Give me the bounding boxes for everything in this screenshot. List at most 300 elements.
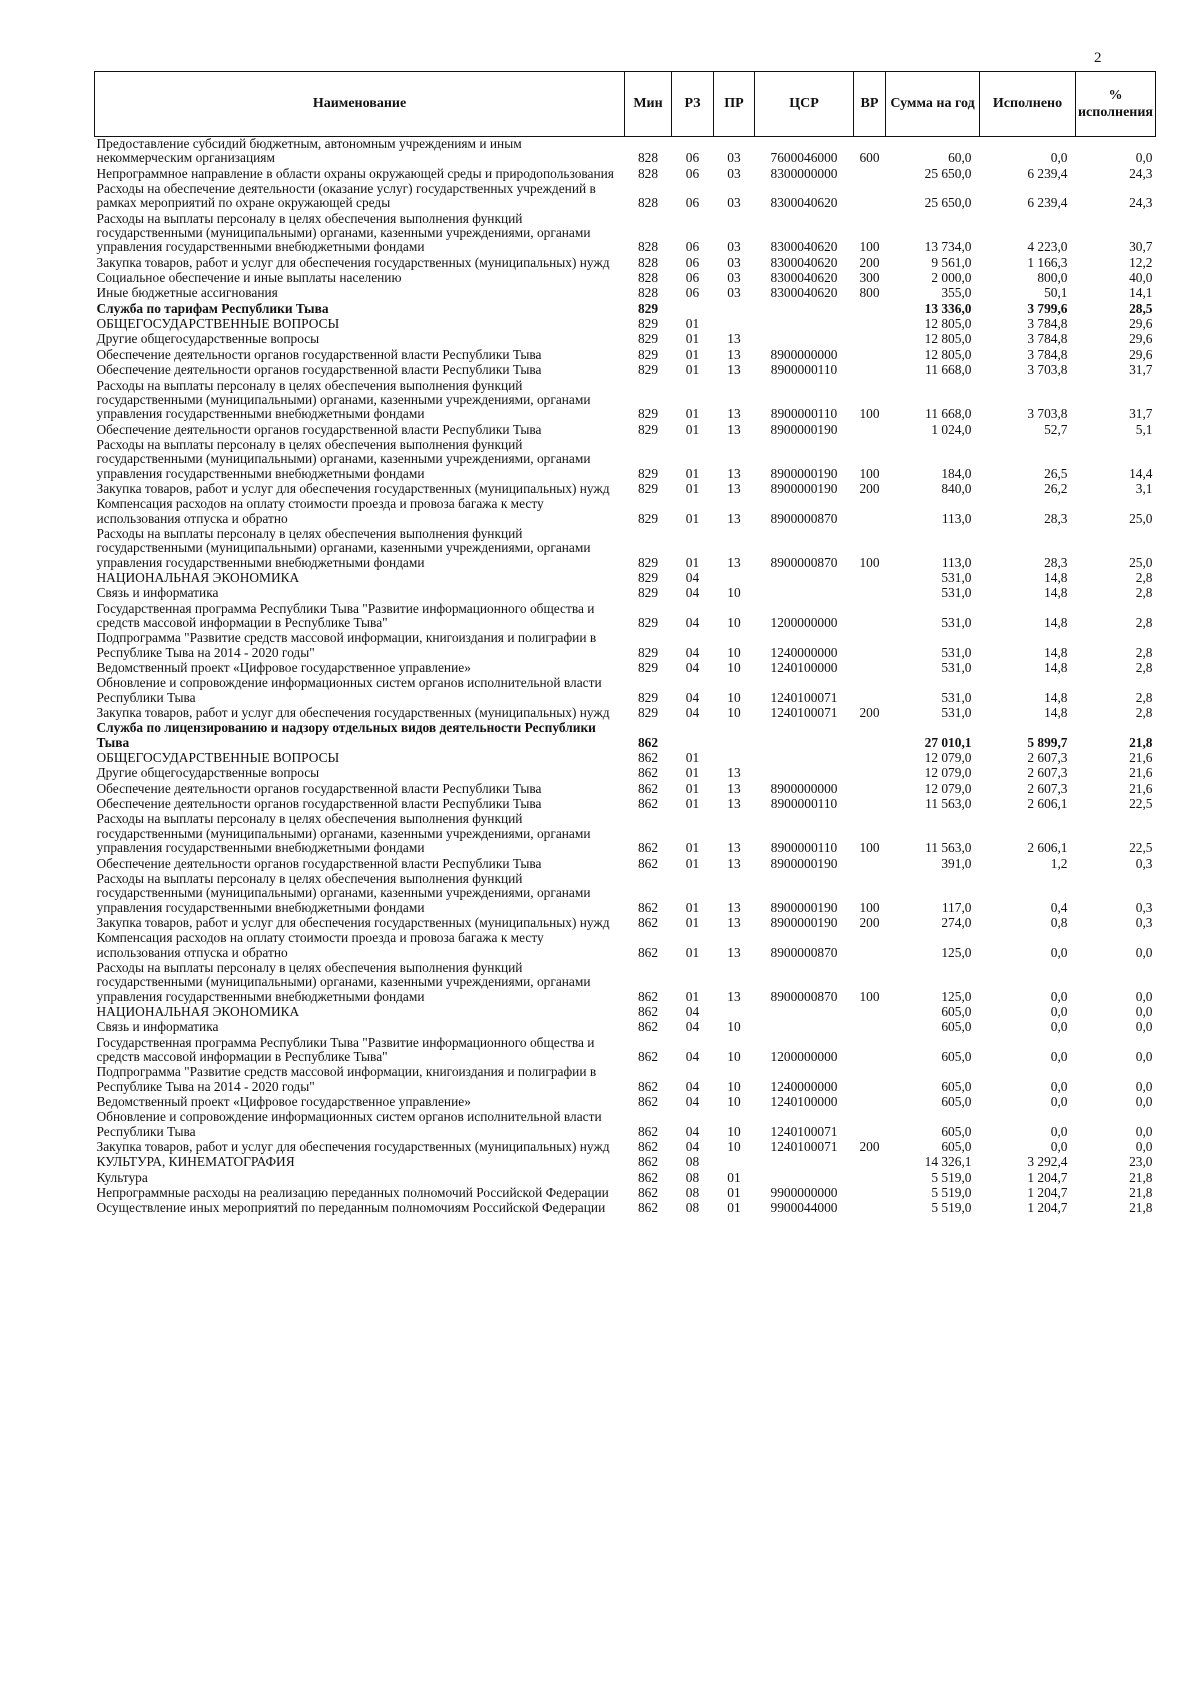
cell-csr: 8900000110 (770, 840, 838, 856)
cell-rz: 06 (685, 195, 700, 211)
table-row (95, 872, 1156, 916)
cell-pr: 13 (727, 899, 741, 915)
cell-rz: 01 (685, 465, 700, 481)
cell-rz: 04 (685, 706, 700, 721)
cell-pr: 03 (727, 239, 741, 255)
cell-name: Осуществление иных мероприятий по переданным полномочиям Российской Федерации (96, 1201, 606, 1216)
table-row (95, 348, 1156, 363)
cell-vr (854, 766, 886, 781)
cell-vr: 200 (859, 481, 880, 496)
cell-rz: 04 (685, 1020, 700, 1035)
cell-name: Другие общегосударственные вопросы (96, 766, 320, 781)
cell-csr: 8300040620 (770, 271, 838, 286)
cell-pr: 13 (727, 988, 741, 1004)
cell-rz: 01 (685, 347, 700, 362)
cell-done: 52,7 (1044, 422, 1068, 437)
cell-name: Ведомственный проект «Цифровое государственное управление» (96, 1095, 471, 1109)
cell-done: 2 607,3 (1027, 781, 1068, 796)
cell-csr (755, 586, 854, 601)
cell-min: 862 (637, 1004, 659, 1019)
cell-name: Расходы на выплаты персоналу в целях обеспечения выполнения функций государственными (муниципальными) органами, казенными учреждениями, органами управления государственными внебюджетными фондами (96, 960, 591, 1004)
cell-pct: 2,8 (1135, 706, 1153, 721)
cell-pct: 14,1 (1129, 286, 1153, 301)
cell-done: 3 292,4 (1027, 1155, 1068, 1170)
cell-rz: 08 (685, 1186, 700, 1201)
header-sum: Сумма на год (886, 72, 980, 137)
table-row (95, 631, 1156, 661)
cell-csr (755, 302, 854, 317)
cell-sum: 125,0 (941, 944, 972, 960)
cell-vr (854, 571, 886, 586)
cell-name: Расходы на выплаты персоналу в целях обеспечения выполнения функций государственными (муниципальными) органами, казенными учреждениями, органами управления государственными внебюджетными фондами (96, 871, 591, 915)
cell-name: Обеспечение деятельности органов государственной власти Республики Тыва (96, 347, 542, 362)
cell-csr: 8300040620 (770, 195, 838, 211)
table-row (95, 182, 1156, 212)
cell-done: 3 784,8 (1027, 317, 1068, 332)
table-row (95, 706, 1156, 721)
cell-sum: 531,0 (941, 570, 972, 585)
table-row (95, 1171, 1156, 1186)
cell-pr: 10 (727, 1140, 741, 1155)
cell-pct: 23,0 (1129, 1155, 1153, 1170)
cell-rz: 04 (685, 1140, 700, 1155)
cell-done: 3 799,6 (1027, 301, 1068, 316)
cell-pr: 03 (727, 166, 741, 181)
cell-vr (854, 497, 886, 527)
table-row (95, 857, 1156, 872)
table-row (95, 676, 1156, 706)
cell-min: 828 (637, 166, 659, 181)
cell-pr: 10 (727, 615, 741, 630)
cell-vr (854, 1155, 886, 1170)
cell-sum: 1 024,0 (931, 422, 972, 437)
cell-done: 14,8 (1044, 661, 1068, 676)
cell-done: 2 607,3 (1027, 766, 1068, 781)
cell-csr: 1240100071 (770, 1123, 838, 1139)
cell-pct: 21,6 (1129, 751, 1153, 766)
cell-pct: 2,8 (1135, 689, 1153, 705)
cell-vr (854, 317, 886, 332)
cell-sum: 531,0 (941, 689, 972, 705)
cell-name: Обеспечение деятельности органов государственной власти Республики Тыва (96, 363, 542, 378)
cell-pr: 10 (727, 706, 741, 721)
cell-rz: 04 (685, 1048, 700, 1064)
cell-min: 828 (637, 286, 659, 301)
cell-csr: 8900000000 (770, 347, 838, 362)
table-row (95, 497, 1156, 527)
cell-vr (854, 302, 886, 317)
cell-rz: 01 (685, 840, 700, 856)
cell-pr: 03 (727, 255, 741, 270)
cell-pct: 3,1 (1135, 481, 1153, 496)
cell-pct: 31,7 (1129, 406, 1153, 422)
table-row (95, 1110, 1156, 1140)
cell-vr (854, 631, 886, 661)
cell-min: 862 (637, 797, 659, 812)
cell-pct: 29,6 (1129, 317, 1153, 332)
cell-done: 26,5 (1044, 465, 1068, 481)
cell-sum: 12 805,0 (924, 347, 972, 362)
cell-sum: 391,0 (941, 856, 972, 871)
cell-rz: 01 (685, 554, 700, 570)
cell-sum: 531,0 (941, 661, 972, 676)
cell-min: 829 (637, 347, 659, 362)
table-row (95, 137, 1156, 167)
cell-vr (854, 602, 886, 632)
cell-name: Обновление и сопровождение информационных систем органов исполнительной власти Республики Тыва (96, 676, 602, 705)
cell-pr (714, 302, 755, 317)
cell-sum: 12 079,0 (924, 766, 972, 781)
cell-sum: 117,0 (941, 899, 972, 915)
cell-done: 0,0 (1050, 1078, 1068, 1094)
cell-vr: 300 (859, 271, 880, 286)
cell-pr: 13 (727, 510, 741, 526)
table-row (95, 1201, 1156, 1215)
cell-sum: 5 519,0 (931, 1201, 972, 1216)
cell-name: Обеспечение деятельности органов государственной власти Республики Тыва (96, 856, 542, 871)
cell-pr: 01 (727, 1186, 741, 1201)
cell-rz: 08 (685, 1155, 700, 1170)
cell-vr: 100 (859, 899, 880, 915)
cell-vr: 200 (859, 706, 880, 721)
cell-rz: 04 (685, 689, 700, 705)
cell-min: 862 (637, 1170, 659, 1185)
table-row (95, 797, 1156, 812)
cell-pr (714, 317, 755, 332)
cell-pr: 10 (727, 689, 741, 705)
cell-name: Служба по лицензированию и надзору отдельных видов деятельности Республики Тыва (96, 721, 596, 750)
cell-min: 862 (637, 899, 659, 915)
cell-rz: 01 (685, 915, 700, 930)
cell-min: 862 (637, 1123, 659, 1139)
cell-pr (714, 721, 755, 751)
table-header-row (95, 72, 1156, 137)
header-pct: % исполнения (1076, 72, 1156, 137)
cell-name: Непрограммные расходы на реализацию переданных полномочий Российской Федерации (96, 1186, 609, 1201)
cell-pct: 0,0 (1135, 1004, 1153, 1019)
cell-csr (755, 317, 854, 332)
cell-pct: 0,0 (1135, 944, 1153, 960)
cell-csr: 8900000000 (770, 781, 838, 796)
cell-vr (854, 423, 886, 438)
cell-csr: 1240100000 (770, 1095, 838, 1109)
cell-pr: 13 (727, 781, 741, 796)
cell-csr: 1200000000 (770, 1048, 838, 1064)
page-number: 2 (1094, 50, 1102, 66)
cell-rz (672, 721, 714, 751)
table-row (95, 167, 1156, 182)
cell-name: КУЛЬТУРА, КИНЕМАТОГРАФИЯ (96, 1155, 295, 1170)
cell-min: 862 (637, 734, 659, 750)
cell-min: 862 (637, 1020, 659, 1035)
cell-sum: 5 519,0 (931, 1170, 972, 1185)
cell-sum: 113,0 (941, 554, 972, 570)
table-row (95, 751, 1156, 766)
cell-min: 862 (637, 988, 659, 1004)
cell-vr (854, 1171, 886, 1186)
cell-rz: 01 (685, 510, 700, 526)
cell-done: 0,0 (1050, 1004, 1068, 1019)
cell-name: Закупка товаров, работ и услуг для обеспечения государственных (муниципальных) нужд (96, 1140, 610, 1155)
cell-done: 0,0 (1050, 150, 1068, 166)
cell-name: ОБЩЕГОСУДАРСТВЕННЫЕ ВОПРОСЫ (96, 751, 340, 766)
cell-min: 829 (637, 570, 659, 585)
cell-vr (854, 721, 886, 751)
table-row (95, 1005, 1156, 1020)
cell-done: 800,0 (1037, 271, 1068, 286)
cell-pr: 10 (727, 1123, 741, 1139)
cell-vr (854, 931, 886, 961)
cell-vr: 100 (859, 239, 880, 255)
table-row (95, 1036, 1156, 1066)
cell-csr (755, 571, 854, 586)
cell-csr (755, 1020, 854, 1035)
cell-min: 862 (637, 1048, 659, 1064)
cell-pr: 13 (727, 363, 741, 378)
cell-vr: 600 (859, 150, 880, 166)
cell-min: 828 (637, 255, 659, 270)
header-min: Мин (625, 72, 672, 137)
cell-done: 26,2 (1044, 481, 1068, 496)
cell-name: Связь и информатика (96, 1020, 219, 1035)
cell-rz: 06 (685, 286, 700, 301)
cell-name: НАЦИОНАЛЬНАЯ ЭКОНОМИКА (96, 570, 300, 585)
cell-done: 0,0 (1050, 1095, 1068, 1109)
cell-rz: 04 (685, 1123, 700, 1139)
cell-sum: 25 650,0 (924, 195, 972, 211)
cell-sum: 13 734,0 (924, 239, 972, 255)
cell-done: 28,3 (1044, 510, 1068, 526)
cell-name: Культура (96, 1170, 148, 1185)
cell-pct: 5,1 (1135, 422, 1153, 437)
cell-done: 0,0 (1050, 944, 1068, 960)
cell-rz: 06 (685, 150, 700, 166)
cell-rz: 04 (685, 661, 700, 676)
table-row (95, 1020, 1156, 1035)
cell-sum: 12 805,0 (924, 317, 972, 332)
cell-min: 829 (637, 554, 659, 570)
cell-vr (854, 586, 886, 601)
cell-vr (854, 1036, 886, 1066)
cell-pct: 21,8 (1129, 1201, 1153, 1216)
cell-name: Подпрограмма "Развитие средств массовой информации, книгоиздания и полиграфии в Республике Тыва на 2014 - 2020 годы" (96, 631, 597, 660)
cell-name: Закупка товаров, работ и услуг для обеспечения государственных (муниципальных) нужд (96, 481, 610, 496)
cell-done: 14,8 (1044, 689, 1068, 705)
cell-pr: 13 (727, 856, 741, 871)
cell-pr: 10 (727, 1020, 741, 1035)
budget-execution-table (94, 71, 1156, 1216)
cell-pct: 0,3 (1135, 856, 1153, 871)
cell-min: 829 (637, 615, 659, 630)
cell-name: Социальное обеспечение и иные выплаты населению (96, 271, 402, 286)
cell-sum: 11 668,0 (925, 406, 972, 422)
table-row (95, 423, 1156, 438)
cell-csr: 1240100071 (770, 1140, 838, 1155)
cell-vr: 200 (859, 1140, 880, 1155)
cell-rz: 01 (685, 899, 700, 915)
cell-pct: 28,5 (1129, 301, 1153, 316)
cell-pr: 10 (727, 644, 741, 660)
cell-min: 829 (637, 332, 659, 347)
cell-done: 14,8 (1044, 706, 1068, 721)
cell-min: 862 (637, 944, 659, 960)
cell-csr (755, 751, 854, 766)
cell-name: Расходы на выплаты персоналу в целях обеспечения выполнения функций государственными (муниципальными) органами, казенными учреждениями, органами управления государственными внебюджетными фондами (96, 378, 591, 422)
cell-sum: 531,0 (941, 706, 972, 721)
table-row (95, 961, 1156, 1005)
cell-pct: 21,8 (1129, 1186, 1153, 1201)
cell-csr: 8900000190 (770, 481, 838, 496)
cell-sum: 60,0 (948, 150, 972, 166)
cell-rz: 04 (685, 644, 700, 660)
cell-pr: 01 (727, 1170, 741, 1185)
cell-done: 0,8 (1050, 915, 1068, 930)
cell-sum: 12 805,0 (924, 332, 972, 347)
cell-min: 829 (637, 661, 659, 676)
cell-vr (854, 332, 886, 347)
cell-csr: 8300000000 (770, 166, 838, 181)
cell-pct: 24,3 (1129, 195, 1153, 211)
cell-name: Служба по тарифам Республики Тыва (96, 301, 329, 316)
cell-sum: 11 668,0 (925, 363, 972, 378)
cell-csr: 1200000000 (770, 615, 838, 630)
cell-min: 829 (637, 644, 659, 660)
cell-min: 828 (637, 271, 659, 286)
table-row (95, 363, 1156, 378)
cell-pr: 03 (727, 286, 741, 301)
cell-vr (854, 751, 886, 766)
cell-rz: 04 (685, 1004, 700, 1019)
header-pr: ПР (714, 72, 755, 137)
cell-name: Подпрограмма "Развитие средств массовой информации, книгоиздания и полиграфии в Республике Тыва на 2014 - 2020 годы" (96, 1065, 597, 1094)
cell-rz: 01 (685, 781, 700, 796)
cell-done: 14,8 (1044, 644, 1068, 660)
cell-done: 1,2 (1050, 856, 1068, 871)
cell-pct: 22,5 (1129, 840, 1153, 856)
cell-done: 0,0 (1050, 1140, 1068, 1155)
cell-min: 862 (637, 1140, 659, 1155)
cell-vr: 100 (859, 465, 880, 481)
cell-pct: 0,0 (1135, 1095, 1153, 1109)
cell-min: 862 (637, 915, 659, 930)
cell-pr: 13 (727, 332, 741, 347)
cell-name: Предоставление субсидий бюджетным, автономным учреждениям и иным некоммерческим организациям (96, 136, 522, 166)
cell-sum: 274,0 (941, 915, 972, 930)
cell-rz: 01 (685, 751, 700, 766)
header-csr: ЦСР (755, 72, 854, 137)
cell-sum: 605,0 (941, 1020, 972, 1035)
table-row (95, 916, 1156, 931)
cell-pct: 30,7 (1129, 239, 1153, 255)
table-row (95, 527, 1156, 571)
cell-vr (854, 797, 886, 812)
cell-csr: 8900000870 (770, 944, 838, 960)
cell-name: Обеспечение деятельности органов государственной власти Республики Тыва (96, 797, 542, 812)
cell-csr (755, 721, 854, 751)
cell-sum: 13 336,0 (924, 301, 972, 316)
cell-pr: 13 (727, 347, 741, 362)
cell-sum: 14 326,1 (924, 1155, 972, 1170)
cell-vr (854, 167, 886, 182)
cell-min: 829 (637, 317, 659, 332)
cell-pct: 22,5 (1129, 797, 1153, 812)
cell-sum: 531,0 (941, 644, 972, 660)
cell-name: Закупка товаров, работ и услуг для обеспечения государственных (муниципальных) нужд (96, 915, 610, 930)
cell-csr: 8900000190 (770, 465, 838, 481)
cell-pr: 13 (727, 406, 741, 422)
cell-done: 3 784,8 (1027, 347, 1068, 362)
cell-min: 862 (637, 1186, 659, 1201)
cell-done: 14,8 (1044, 570, 1068, 585)
cell-rz (672, 302, 714, 317)
table-row (95, 571, 1156, 586)
cell-done: 2 607,3 (1027, 751, 1068, 766)
cell-min: 862 (637, 751, 659, 766)
cell-csr: 8300040620 (770, 255, 838, 270)
cell-pr: 10 (727, 1048, 741, 1064)
cell-pct: 2,8 (1135, 570, 1153, 585)
cell-rz: 01 (685, 766, 700, 781)
table-row (95, 286, 1156, 301)
cell-rz: 04 (685, 1078, 700, 1094)
cell-min: 828 (637, 150, 659, 166)
header-name: Наименование (95, 72, 625, 137)
cell-csr: 7600046000 (770, 150, 838, 166)
cell-pct: 21,8 (1129, 734, 1153, 750)
cell-pr: 13 (727, 481, 741, 496)
cell-name: Государственная программа Республики Тыва "Развитие информационного общества и средств массовой информации в Республике Тыва" (96, 601, 595, 630)
cell-min: 862 (637, 840, 659, 856)
cell-pct: 0,3 (1135, 899, 1153, 915)
cell-csr (755, 332, 854, 347)
cell-name: Ведомственный проект «Цифровое государственное управление» (96, 661, 471, 676)
cell-pct: 21,6 (1129, 766, 1153, 781)
table-row (95, 302, 1156, 317)
cell-sum: 605,0 (941, 1048, 972, 1064)
cell-pct: 24,3 (1129, 166, 1153, 181)
cell-vr (854, 782, 886, 797)
cell-vr: 100 (859, 406, 880, 422)
cell-name: Закупка товаров, работ и услуг для обеспечения государственных (муниципальных) нужд (96, 255, 610, 270)
cell-pct: 31,7 (1129, 363, 1153, 378)
cell-vr: 200 (859, 255, 880, 270)
table-row (95, 586, 1156, 601)
cell-csr: 8300040620 (770, 286, 838, 301)
cell-rz: 01 (685, 332, 700, 347)
cell-csr (755, 766, 854, 781)
cell-rz: 01 (685, 481, 700, 496)
cell-name: Закупка товаров, работ и услуг для обеспечения государственных (муниципальных) нужд (96, 706, 610, 721)
cell-vr (854, 1095, 886, 1110)
cell-rz: 04 (685, 586, 700, 601)
cell-rz: 04 (685, 570, 700, 585)
cell-name: НАЦИОНАЛЬНАЯ ЭКОНОМИКА (96, 1004, 300, 1019)
cell-done: 14,8 (1044, 586, 1068, 601)
cell-sum: 12 079,0 (924, 751, 972, 766)
cell-name: Компенсация расходов на оплату стоимости проезда и провоза багажа к месту использования отпуска и обратно (96, 497, 544, 526)
cell-vr (854, 857, 886, 872)
cell-done: 4 223,0 (1027, 239, 1068, 255)
cell-pct: 2,8 (1135, 586, 1153, 601)
cell-rz: 01 (685, 406, 700, 422)
cell-min: 828 (637, 239, 659, 255)
cell-min: 829 (637, 363, 659, 378)
table-row (95, 332, 1156, 347)
cell-vr (854, 1020, 886, 1035)
cell-sum: 531,0 (941, 586, 972, 601)
table-row (95, 721, 1156, 751)
cell-vr (854, 1110, 886, 1140)
